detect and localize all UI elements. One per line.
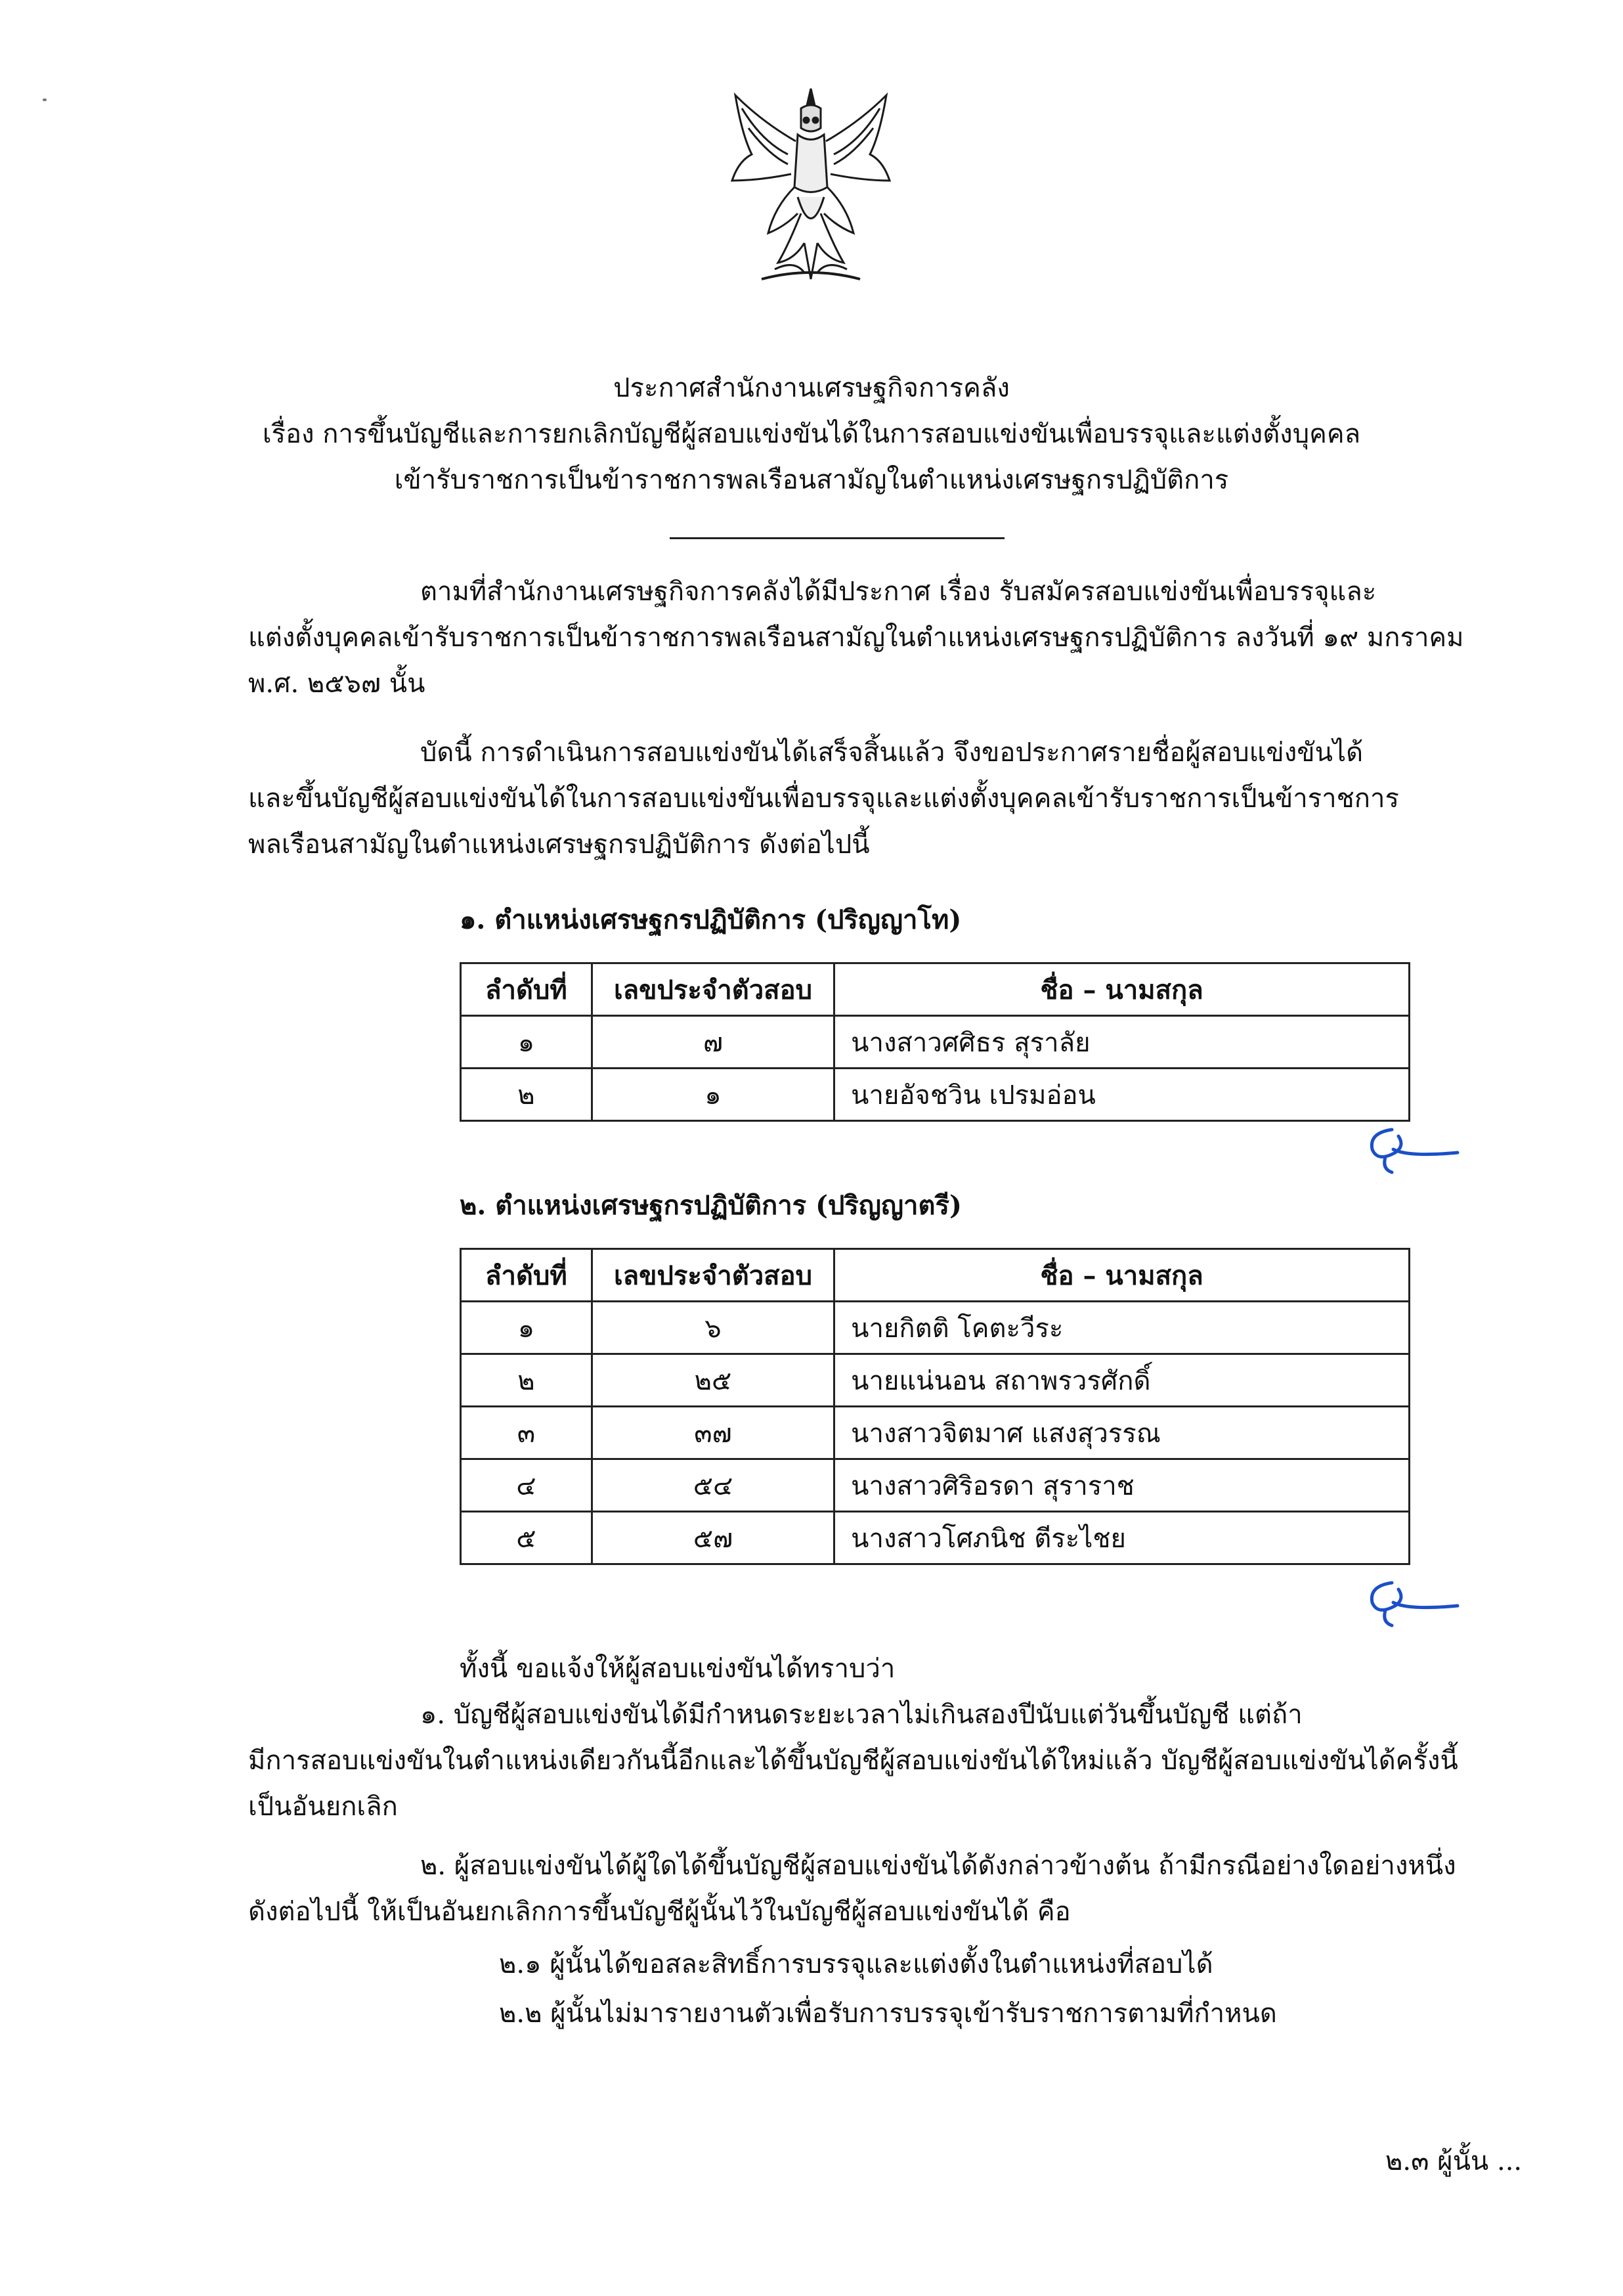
cell-exam-id: ๖ [592,1302,834,1354]
scan-speck [43,99,47,101]
notice-item-1-line-2: มีการสอบแข่งขันในตำแหน่งเดียวกันนี้อีกและได้ขึ้นบัญชีผู้สอบแข่งขันได้ใหม่แล้ว บัญชีผู้สอบแข่งขันได้ครั้งนี้ [248,1746,1458,1776]
section-1-table [460,962,1410,1122]
table-row [461,1512,1410,1564]
cell-order: ๑ [461,1302,592,1354]
table-row [461,1302,1410,1354]
section-2-table [460,1248,1410,1565]
column-header-order: ลำดับที่ [461,1249,592,1302]
intro-paragraph-1-line-1: ตามที่สำนักงานเศรษฐกิจการคลังได้มีประกาศ เรื่อง รับสมัครสอบแข่งขันเพื่อบรรจุและ [420,577,1377,607]
table-header-row [461,1249,1410,1302]
announcement-title: ประกาศสำนักงานเศรษฐกิจการคลัง [613,373,1010,403]
table-row [461,1016,1410,1069]
table-row [461,1069,1410,1121]
table-row [461,1407,1410,1459]
cell-order: ๒ [461,1354,592,1407]
notice-item-1-line-1: ๑. บัญชีผู้สอบแข่งขันได้มีกำหนดระยะเวลาไม่เกินสองปีนับแต่วันขึ้นบัญชี แต่ถ้า [420,1700,1303,1730]
notice-item-2-2: ๒.๒ ผู้นั้นไม่มารายงานตัวเพื่อรับการบรรจุเข้ารับราชการตามที่กำหนด [499,1998,1277,2029]
page-continuation: ๒.๓ ผู้นั้น ... [1385,2146,1523,2176]
notice-item-2-line-2: ดังต่อไปนี้ ให้เป็นอันยกเลิกการขึ้นบัญชีผู้นั้นไว้ในบัญชีผู้สอบแข่งขันได้ คือ [248,1897,1071,1927]
cell-name: นางสาวจิตมาศ แสงสุวรรณ [834,1407,1410,1459]
cell-name: นางสาวศศิธร สุราลัย [834,1016,1410,1069]
notice-item-2-1: ๒.๑ ผู้นั้นได้ขอสละสิทธิ์การบรรจุและแต่งตั้งในตำแหน่งที่สอบได้ [499,1949,1213,1979]
table-row [461,1354,1410,1407]
cell-exam-id: ๓๗ [592,1407,834,1459]
column-header-name: ชื่อ – นามสกุล [834,1249,1410,1302]
cell-exam-id: ๒๕ [592,1354,834,1407]
signature-mark-icon [1352,1570,1464,1629]
cell-name: นายกิตติ โคตะวีระ [834,1302,1410,1354]
cell-exam-id: ๑ [592,1069,834,1121]
announcement-subject-continued: เข้ารับราชการเป็นข้าราชการพลเรือนสามัญในตำแหน่งเศรษฐกรปฏิบัติการ [394,465,1229,495]
column-header-order: ลำดับที่ [461,963,592,1016]
cell-order: ๓ [461,1407,592,1459]
title-divider [670,537,1005,539]
table-header-row [461,963,1410,1016]
intro-paragraph-2-line-1: บัดนี้ การดำเนินการสอบแข่งขันได้เสร็จสิ้นแล้ว จึงขอประกาศรายชื่อผู้สอบแข่งขันได้ [420,738,1364,768]
column-header-name: ชื่อ – นามสกุล [834,963,1410,1016]
column-header-exam-id: เลขประจำตัวสอบ [592,1249,834,1302]
cell-order: ๒ [461,1069,592,1121]
section-2-heading: ๒. ตำแหน่งเศรษฐกรปฏิบัติการ (ปริญญาตรี) [460,1190,962,1221]
notice-item-1-line-3: เป็นอันยกเลิก [248,1792,398,1822]
cell-order: ๕ [461,1512,592,1564]
intro-paragraph-2-line-3: พลเรือนสามัญในตำแหน่งเศรษฐกรปฏิบัติการ ดังต่อไปนี้ [248,829,870,860]
cell-order: ๔ [461,1459,592,1512]
cell-name: นายอัจชวิน เปรมอ่อน [834,1069,1410,1121]
cell-exam-id: ๕๗ [592,1512,834,1564]
column-header-exam-id: เลขประจำตัวสอบ [592,963,834,1016]
intro-paragraph-1-line-2: แต่งตั้งบุคคลเข้ารับราชการเป็นข้าราชการพลเรือนสามัญในตำแหน่งเศรษฐกรปฏิบัติการ ลงวันที่ ๑๙ มกราคม [248,623,1464,653]
intro-paragraph-1-line-3: พ.ศ. ๒๕๖๗ นั้น [248,669,425,699]
garuda-emblem-icon [722,82,899,299]
cell-name: นายแน่นอน สถาพรวรศักดิ์ [834,1354,1410,1407]
cell-order: ๑ [461,1016,592,1069]
cell-name: นางสาวโศภนิช ตีระไชย [834,1512,1410,1564]
section-1-heading: ๑. ตำแหน่งเศรษฐกรปฏิบัติการ (ปริญญาโท) [460,904,962,935]
table-row [461,1459,1410,1512]
cell-exam-id: ๕๔ [592,1459,834,1512]
cell-name: นางสาวศิริอรดา สุราราช [834,1459,1410,1512]
announcement-subject: เรื่อง การขึ้นบัญชีและการยกเลิกบัญชีผู้สอบแข่งขันได้ในการสอบแข่งขันเพื่อบรรจุและแต่งตั้งบุคคล [262,419,1361,449]
intro-paragraph-2-line-2: และขึ้นบัญชีผู้สอบแข่งขันได้ในการสอบแข่งขันเพื่อบรรจุและแต่งตั้งบุคคลเข้ารับราชการเป็นข้าราชการ [248,784,1399,814]
cell-exam-id: ๗ [592,1016,834,1069]
notice-item-2-line-1: ๒. ผู้สอบแข่งขันได้ผู้ใดได้ขึ้นบัญชีผู้สอบแข่งขันได้ดังกล่าวข้างต้น ถ้ามีกรณีอย่างใดอย่างหนึ่ง [420,1851,1456,1881]
notice-intro: ทั้งนี้ ขอแจ้งให้ผู้สอบแข่งขันได้ทราบว่า [460,1654,896,1684]
signature-mark-icon [1352,1116,1464,1176]
